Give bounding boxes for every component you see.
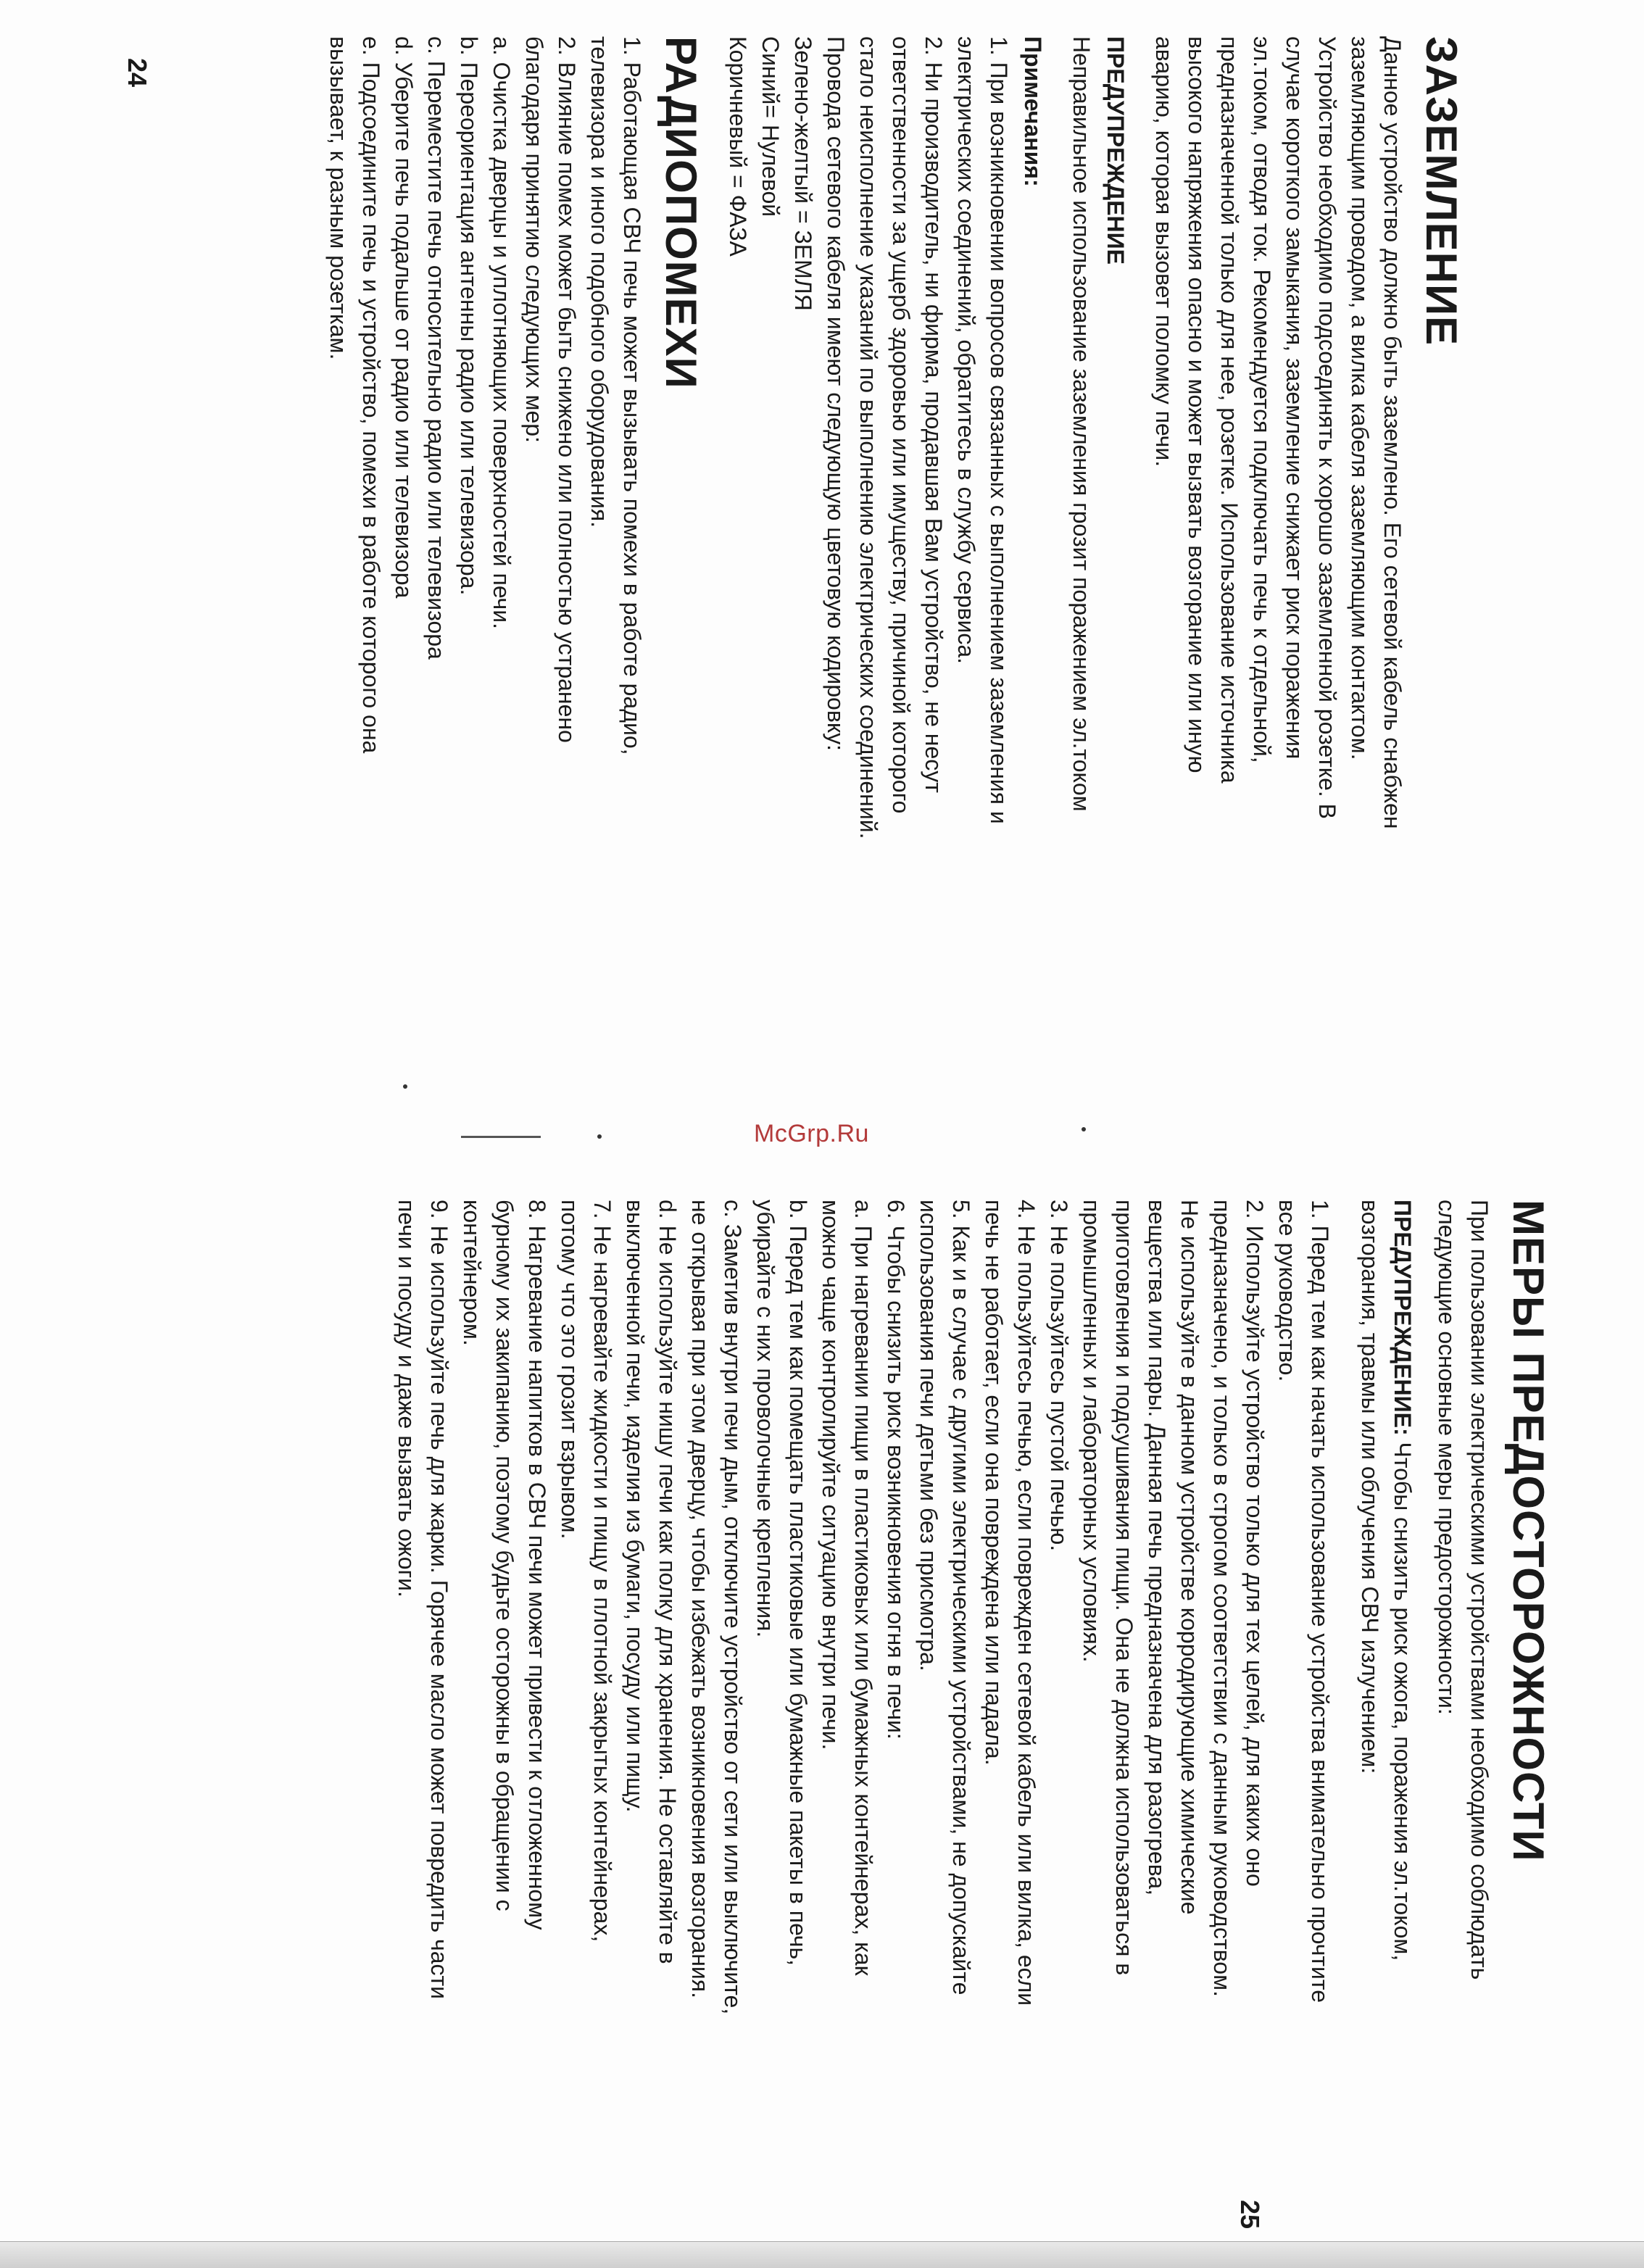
list-line: предназначено, и только в строгом соответствии с данным руководством. — [1209, 1200, 1235, 1997]
text-line: благодаря принятию следующих мер: — [521, 36, 547, 443]
precautions-title: МЕРЫ ПРЕДОСТОРОЖНОСТИ — [1504, 1200, 1553, 1862]
watermark: McGrp.Ru — [754, 1120, 869, 1147]
list-line: выключенной печи, изделия из бумаги, посуду или пищу. — [622, 1200, 648, 1813]
text-line: аварию, которая вызовет поломку печи. — [1151, 36, 1177, 468]
text-line: Неправильное использование заземления грозит поражением эл.током — [1068, 36, 1095, 812]
text-line: Устройство необходимо подсоединять к хорошо заземленной розетке. В — [1314, 36, 1340, 819]
scanner-edge — [0, 2241, 1644, 2268]
list-line: а. При нагревании пищи в пластиковых или бумажных контейнерах, как — [850, 1200, 876, 1976]
warning-text — [1065, 36, 1097, 1109]
list-line: 5. Как и в случае с другими электрическими устройствами, не допускайте — [948, 1200, 974, 1995]
page-number-left: 24 — [123, 58, 152, 88]
text-line: 1. При возникновении вопросов связанных с выполнением заземления и — [986, 36, 1012, 824]
list-line: бурному их закипанию, поэтому будьте осторожны в обращении с — [491, 1200, 518, 1911]
text-line: 2. Влияние помех может быть снижено или полностью устранено — [554, 36, 580, 743]
text-line: заземляющим проводом, а вилка кабеля заземляющим контактом. — [1347, 36, 1373, 760]
grounding-text — [1147, 36, 1408, 1109]
list-line: вещества или пары. Данная печь предназначена для разогрева, — [1144, 1200, 1170, 1896]
text-line: e. Подсоедините печь и устройство, помехи в работе которого она — [358, 36, 384, 754]
scan-artifact-dot — [597, 1134, 602, 1139]
list-line: 9. Не используйте печь для жарки. Горячее масло может повредить части — [426, 1200, 452, 2000]
warning-label: ПРЕДУПРЕЖДЕНИЕ: — [1390, 1200, 1416, 1436]
precautions-intro — [1430, 1200, 1495, 2214]
text-line: Провода сетевого кабеля имеют следующую цветовую кодировку: — [823, 36, 849, 752]
list-line: все руководство. — [1274, 1200, 1300, 1382]
text-line: вызывает, к разным розеткам. — [325, 36, 352, 360]
text-line: b. Переориентация антенны радио или телевизора. — [456, 36, 482, 596]
text-line: эл.током, отводя ток. Рекомендуется подключать печь к отдельной, — [1249, 36, 1275, 763]
warning-line — [1386, 1200, 1419, 2214]
text-line: 2. Ни производитель, ни фирма, продавшая Вам устройство, не несут — [921, 36, 947, 793]
list-line: 3. Не пользуйтесь пустой печью. — [1046, 1200, 1072, 1552]
text-line: Зелено-желтый = ЗЕМЛЯ — [790, 36, 816, 311]
radio-title: РАДИОПОМЕХИ — [657, 36, 705, 389]
list-line: c. Заметив внутри печи дым, отключите устройство от сети или выключите, — [720, 1200, 746, 2015]
text-line: следующие основные меры предосторожности: — [1434, 1200, 1460, 1715]
page-number-right: 25 — [1235, 2200, 1265, 2230]
list-line: можно чаще контролируйте ситуацию внутри печи. — [818, 1200, 844, 1750]
text-line: высокого напряжения опасно и может вызвать возгорание или иную — [1184, 36, 1210, 773]
list-line: 1. Перед тем как начать использование устройства внимательно прочтите — [1307, 1200, 1333, 2003]
list-line: 7. Не нагревайте жидкости и пищу в плотной закрытых контейнерах, — [589, 1200, 615, 1943]
scan-artifact-dot — [1082, 1127, 1086, 1131]
list-line: 6. Чтобы снизить риск возникновения огня в печи: — [883, 1200, 909, 1740]
text-line: 1. Работающая СВЧ печь может вызывать помехи в работе радио, — [619, 36, 645, 755]
list-line: 8. Нагревание напитков в СВЧ печи может привести к отложенному — [524, 1200, 550, 1930]
list-line: Не используйте в данном устройстве корродирующие химические — [1176, 1200, 1203, 1915]
precautions-list — [390, 1200, 1336, 2214]
list-line: промышленных и лабораторных условиях. — [1079, 1200, 1105, 1663]
list-line: печь не работает, если она повреждена или падала. — [981, 1200, 1007, 1766]
list-line: контейнером. — [459, 1200, 485, 1346]
text-line: случае короткого замыкания, заземление снижает риск поражения — [1282, 36, 1308, 760]
notes-text — [721, 36, 1015, 1109]
right-page — [390, 1200, 1551, 2214]
list-line: 2. Используйте устройство только для тех целей, для каких оно — [1242, 1200, 1268, 1887]
text-line: возгорания, травмы или облучения СВЧ излучением: — [1357, 1200, 1383, 1774]
radio-text — [322, 36, 648, 1109]
precautions-warning — [1353, 1200, 1419, 2214]
grounding-title: ЗАЗЕМЛЕНИЕ — [1417, 36, 1466, 346]
warning-text: Чтобы снизить риск ожога, поражения эл.током, — [1390, 1435, 1416, 1961]
scan-artifact-dot — [403, 1084, 407, 1089]
list-line: приготовления и подсушивания пищи. Она не должна использоваться в — [1111, 1200, 1137, 1976]
list-line: потому что это грозит взрывом. — [557, 1200, 583, 1540]
text-line: Данное устройство должно быть заземлено. Его сетевой кабель снабжен — [1379, 36, 1406, 829]
list-line: не открывая при этом дверцу, чтобы избежать возникновения возгорания. — [687, 1200, 713, 1999]
text-line: d. Уберите печь подальше от радио или телевизора — [391, 36, 417, 599]
text-line: телевизора и иного подобного оборудования. — [586, 36, 613, 528]
text-line: ответственности за ущерб здоровью или имуществу, причиной которого — [888, 36, 914, 814]
text-line: c. Переместите печь относительно радио или телевизора — [423, 36, 449, 660]
list-line: b. Перед тем как помещать пластиковые или бумажные пакеты в печь, — [785, 1200, 811, 1966]
text-line: Синий= Нулевой — [757, 36, 784, 217]
list-line: печи и посуду и даже вызвать ожоги. — [394, 1200, 420, 1598]
text-line: a. Очистка дверцы и уплотняющих поверхностей печи. — [489, 36, 515, 629]
text-line: При пользовании электрическими устройствами необходимо соблюдать — [1466, 1200, 1493, 1980]
text-line: стало неисполнение указаний по выполнению электрических соединений. — [855, 36, 881, 839]
scan-artifact-line — [461, 1136, 541, 1138]
text-line: электрических соединений, обратитесь в службу сервиса. — [953, 36, 979, 665]
text-line: Коричневый = ФАЗА — [725, 36, 751, 257]
text-line: предназначенной только для нее, розетке. Использование источника — [1216, 36, 1242, 784]
notes-title: Примечания: — [1020, 36, 1046, 187]
warning-title: ПРЕДУПРЕЖДЕНИЕ — [1103, 36, 1129, 265]
list-line: d. Не используйте нишу печи как полку для хранения. Не оставляйте в — [655, 1200, 681, 1964]
list-line: 4. Не пользуйтесь печью, если поврежден сетевой кабель или вилка, если — [1013, 1200, 1039, 2006]
left-page — [322, 36, 1464, 1109]
list-line: использования печи детьми без присмотра. — [916, 1200, 942, 1671]
list-line: убирайте с них проволочные крепления. — [752, 1200, 779, 1638]
